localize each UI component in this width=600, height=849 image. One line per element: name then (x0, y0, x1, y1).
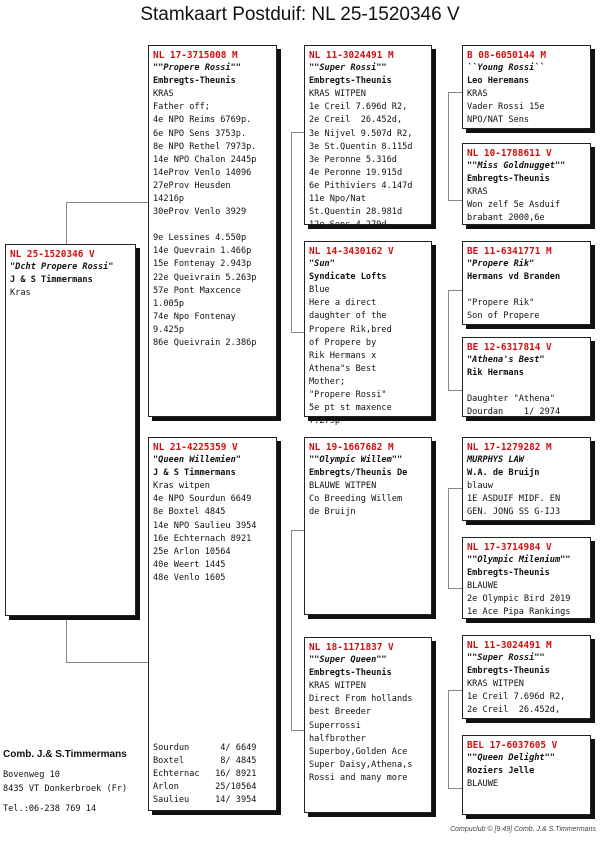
pigeon-name: "Queen Willemien" (153, 455, 241, 466)
owner-name: Embregts-Theunis (467, 666, 550, 677)
pigeon-name: ""Miss Goldnugget"" (467, 161, 566, 172)
info-line: Co Breeding Willem (309, 494, 403, 505)
connector-line (448, 290, 449, 390)
connector-line (448, 788, 462, 789)
info-line: Father off; (153, 102, 210, 113)
info-line: 2e Olympic Bird 2019 (467, 594, 571, 605)
pigeon-name: ``Young Rossi`` (467, 63, 545, 74)
info-line: brabant 2000,6e (467, 213, 545, 224)
info-line: Athena"s Best (309, 363, 377, 374)
pigeon-name: ""Propere Rossi"" (153, 63, 241, 74)
info-line: 4e Peronne 19.915d (309, 167, 403, 178)
info-line: Here a direct (309, 298, 377, 309)
owner-name: Embregts-Theunis (309, 668, 392, 679)
pigeon-name: "Dcht Propere Rossi" (10, 262, 114, 273)
info-line: 74e Npo Fontenay (153, 311, 236, 322)
info-line: 14eProv Venlo 14096 (153, 167, 252, 178)
info-line: 14e NPO Chalon 2445p (153, 154, 257, 165)
info-line: Direct From hollands (309, 694, 413, 705)
connector-line (291, 730, 305, 731)
info-line: "Propere Rik" (467, 298, 535, 309)
info-line: 15e Fontenay 2.943p (153, 259, 252, 270)
info-line: Daughter "Athena" (467, 394, 555, 405)
connector-line (448, 390, 462, 391)
race-result-line: Arlon 25/10564 (153, 781, 257, 792)
info-line: 1e Ace Pipa Rankings (467, 607, 571, 618)
pigeon-card-dam-dam[interactable] (304, 637, 432, 813)
info-line: Superrossi (309, 720, 361, 731)
pigeon-card-ssd[interactable] (462, 143, 591, 225)
pigeon-card-sire[interactable] (148, 45, 277, 417)
pigeon-card-sss[interactable] (462, 45, 591, 129)
info-line: 8e NPO Rethel 7973p. (153, 141, 257, 152)
pigeon-card-dam-sire[interactable] (304, 437, 432, 615)
race-result-line: Saulieu 14/ 3954 (153, 794, 257, 805)
pigeon-name: ""Super Queen"" (309, 655, 387, 666)
info-line: Kras (10, 288, 31, 299)
connector-line (448, 92, 449, 200)
ring-number: NL 17-3715008 M (153, 50, 238, 61)
ring-number: BEL 17-6037605 V (467, 740, 558, 751)
info-line: best Breeder (309, 707, 372, 718)
info-line: 25e Arlon 10564 (153, 546, 231, 557)
pigeon-name: "Propere Rik" (467, 259, 535, 270)
info-line: GEN. JONG SS G-IJ3 (467, 507, 561, 518)
info-line: 40e Weert 1445 (153, 559, 226, 570)
info-line: Vader Rossi 15e (467, 102, 545, 113)
race-result-line: Echternac 16/ 8921 (153, 768, 257, 779)
info-line: Son of Propere (467, 311, 540, 322)
owner-name: Roziers Jelle (467, 766, 535, 777)
info-line (467, 284, 586, 297)
pigeon-name: ""Olympic Milenium"" (467, 555, 571, 566)
info-line: 14e NPO Saulieu 3954 (153, 520, 257, 531)
ring-number: BE 11-6341771 M (467, 246, 552, 257)
info-line: 12e Sens 4.279d (309, 220, 387, 231)
info-line: 9e Lessines 4.550p (153, 233, 247, 244)
ring-number: B 08-6050144 M (467, 50, 547, 61)
pigeon-name: ""Super Rossi"" (309, 63, 387, 74)
info-line: Rik Hermans x (309, 350, 377, 361)
info-line: 30eProv Venlo 3929 (153, 207, 247, 218)
pigeon-name: MURPHYS LAW (467, 455, 524, 466)
owner-name: Embregts/Theunis De (309, 468, 408, 479)
info-line: 7.279p (309, 416, 341, 427)
info-line: BLAUWE (467, 581, 499, 592)
info-line: 1E ASDUIF MIDF. EN (467, 494, 561, 505)
info-line (153, 219, 272, 232)
info-line: 86e Queivrain 2.386p (153, 337, 257, 348)
owner-name: Embregts-Theunis (467, 174, 550, 185)
connector-line (448, 690, 449, 788)
connector-line (291, 132, 305, 133)
info-line: NPO/NAT Sens (467, 115, 530, 126)
info-line: 2e Creil 26.452d, (309, 115, 403, 126)
owner-name: Rik Hermans (467, 368, 524, 379)
connector-line (448, 690, 462, 691)
info-line: 48e Venlo 1605 (153, 572, 226, 583)
info-line: 57e Pont Maxcence (153, 285, 241, 296)
owner-name: Embregts-Theunis (153, 76, 236, 87)
ring-number: NL 19-1667682 M (309, 442, 394, 453)
info-line: KRAS (467, 187, 488, 198)
pigeon-card-dss[interactable] (462, 437, 591, 521)
info-line: Rossi and many more (309, 772, 408, 783)
pigeon-card-sire-sire[interactable] (304, 45, 432, 231)
connector-line (291, 530, 292, 730)
ring-number: NL 21-4225359 V (153, 442, 238, 453)
info-line: KRAS (467, 89, 488, 100)
footer-credit: Compuclub © [9.49] Comb. J.& S.Timmermans (450, 826, 596, 833)
info-line: 2e Creil 26.452d, (467, 705, 561, 716)
info-line: 14e Quevrain 1.466p (153, 246, 252, 257)
owner-name: Embregts-Theunis (309, 76, 392, 87)
info-line: de Bruijn (309, 507, 356, 518)
info-line: 3e St.Quentin 8.115d (309, 141, 413, 152)
connector-line (291, 530, 305, 531)
info-line: 27eProv Heusden (153, 180, 231, 191)
info-line: 9.425p (153, 324, 185, 335)
breeder-address-line2: 8435 VT Donkerbroek (Fr) (3, 784, 128, 794)
pigeon-name: ""Queen Delight"" (467, 753, 555, 764)
info-line: 14216p (153, 194, 185, 205)
info-line: KRAS WITPEN (309, 89, 366, 100)
pigeon-name: "Sun" (309, 259, 335, 270)
info-line: 11e Npo/Nat (309, 194, 366, 205)
info-line: of Propere by (309, 337, 377, 348)
info-line: 5e pt st maxence (309, 403, 392, 414)
owner-name: Syndicate Lofts (309, 272, 387, 283)
info-line: 1e Creil 7.696d R2, (467, 692, 566, 703)
info-line: Dourdan 1/ 2974 (467, 407, 561, 418)
connector-line (448, 290, 462, 291)
connector-line (66, 202, 150, 203)
ring-number: NL 11-3024491 M (309, 50, 394, 61)
ring-number: NL 18-1171837 V (309, 642, 394, 653)
race-result-line: Boxtel 8/ 4845 (153, 755, 257, 766)
info-line: St.Quentin 28.981d (309, 207, 403, 218)
info-line: "Propere Rossi" (309, 390, 387, 401)
breeder-name: Comb. J.& S.Timmermans (3, 749, 127, 760)
info-line: Super Daisy,Athena,s (309, 759, 413, 770)
info-line: Won zelf 5e Asduif (467, 200, 561, 211)
pigeon-card-sds[interactable] (462, 241, 591, 325)
owner-name: Embregts-Theunis (467, 568, 550, 579)
breeder-phone: Tel.:06-238 769 14 (3, 804, 97, 814)
ring-number: NL 17-3714984 V (467, 542, 552, 553)
connector-line (448, 92, 462, 93)
info-line: KRAS WITPEN (467, 679, 524, 690)
page-title: Stamkaart Postduif: NL 25-1520346 V (140, 4, 460, 25)
pigeon-card-sire-dam[interactable] (304, 241, 432, 427)
pigeon-card-dsd[interactable] (462, 537, 591, 619)
pigeon-name: ""Olympic Willem"" (309, 455, 403, 466)
info-line (467, 380, 586, 393)
pigeon-card-dam[interactable] (148, 437, 277, 811)
info-line: halfbrother (309, 733, 366, 744)
pigeon-name: "Athena's Best" (467, 355, 545, 366)
race-results (153, 742, 272, 807)
info-line: 4e NPO Reims 6769p. (153, 115, 252, 126)
connector-line (448, 488, 449, 588)
pigeon-card-sdd[interactable] (462, 337, 591, 417)
owner-name: Leo Heremans (467, 76, 530, 87)
info-line: KRAS WITPEN (309, 681, 366, 692)
info-line: 1e Creil 7.696d R2, (309, 102, 408, 113)
info-line: daughter of the (309, 311, 387, 322)
pigeon-card-ddd[interactable] (462, 735, 591, 815)
connector-line (448, 588, 462, 589)
info-line: Superboy,Golden Ace (309, 746, 408, 757)
info-line: 3e Nijvel 9.507d R2, (309, 128, 413, 139)
connector-line (291, 332, 305, 333)
info-line: 4e NPO Sourdun 6649 (153, 494, 252, 505)
info-line: 22e Queivrain 5.263p (153, 272, 257, 283)
connector-line (448, 488, 462, 489)
pigeon-name: ""Super Rossi"" (467, 653, 545, 664)
info-line: blauw (467, 481, 493, 492)
ring-number: NL 14-3430162 V (309, 246, 394, 257)
info-line: Mother; (309, 376, 346, 387)
info-line: 8e Boxtel 4845 (153, 507, 226, 518)
pigeon-card-subject[interactable] (5, 244, 136, 616)
info-line: 6e NPO Sens 3753p. (153, 128, 247, 139)
connector-line (66, 662, 150, 663)
info-line: 16e Echternach 8921 (153, 533, 252, 544)
info-line: BLAUWE (467, 779, 499, 790)
owner-name: J & S Timmermans (10, 275, 93, 286)
info-line: KRAS (153, 89, 174, 100)
owner-name: Hermans vd Branden (467, 272, 561, 283)
ring-number: NL 25-1520346 V (10, 249, 95, 260)
info-line: Blue (309, 285, 330, 296)
owner-name: J & S Timmermans (153, 468, 236, 479)
ring-number: NL 10-1788611 V (467, 148, 552, 159)
info-line: BLAUWE WITPEN (309, 481, 377, 492)
info-line: 1.005p (153, 298, 185, 309)
info-line: 3e Peronne 5.316d (309, 154, 397, 165)
info-line: Kras witpen (153, 481, 210, 492)
breeder-block (3, 748, 127, 816)
info-line: Propere Rik,bred (309, 324, 392, 335)
ring-number: NL 11-3024491 M (467, 640, 552, 651)
connector-line (448, 200, 462, 201)
pigeon-card-dds[interactable] (462, 635, 591, 719)
connector-line (291, 132, 292, 332)
breeder-address-line1: Bovenweg 10 (3, 770, 60, 780)
ring-number: NL 17-1279282 M (467, 442, 552, 453)
owner-name: W.A. de Bruijn (467, 468, 540, 479)
info-line: 6e Pithiviers 4.147d (309, 180, 413, 191)
ring-number: BE 12-6317814 V (467, 342, 552, 353)
race-result-line: Sourdun 4/ 6649 (153, 742, 257, 753)
